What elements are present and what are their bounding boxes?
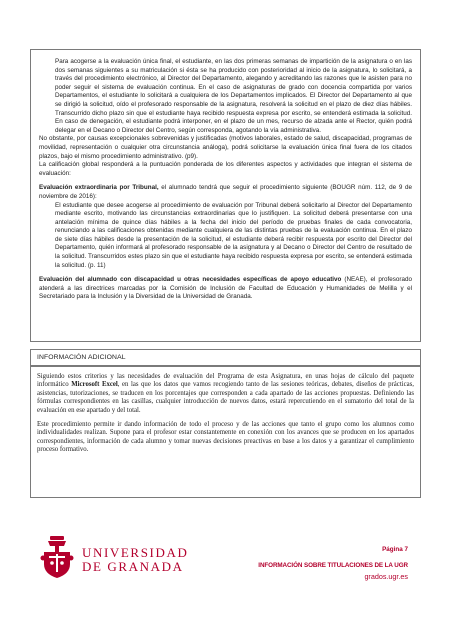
tribunal-evaluation-paragraph <box>39 184 412 201</box>
excel-procedure-paragraph <box>37 373 414 415</box>
university-name-line2: DE GRANADA <box>82 559 184 574</box>
additional-info-header <box>30 349 421 366</box>
global-grade-paragraph: La calificación global responderá a la puntuación ponderada de los diferentes aspectos y actividades que integran el sistema de evaluación: <box>39 161 412 177</box>
degrees-website: grados.ugr.es <box>364 572 408 581</box>
university-logo <box>40 536 230 584</box>
tribunal-evaluation-heading: Evaluación extraordinaria por Tribunal, <box>39 184 159 192</box>
additional-info-section <box>30 366 421 498</box>
page-number: Página 7 <box>382 546 408 553</box>
university-crest-icon <box>40 536 74 580</box>
excel-procedure-text-a: Siguiendo estos criterios y las necesidades de evaluación del Programa de esta Asignatura, en unas hojas de cálculo del paquete informático <box>37 373 414 389</box>
neae-heading: Evaluación del alumnado con discapacidad u otras necesidades específicas de apoyo educativo <box>39 276 342 284</box>
evaluation-section <box>30 49 421 342</box>
exceptional-causes-paragraph: No obstante, por causas excepcionales sobrevenidas y justificadas (motivos laborales, estado de salud, discapacidad, programas de movilidad, representación o cualquier otra circunstancia análoga), podrá solicitarse la evaluación única final fuera de los citados plazos, bajo el mismo procedimiento administrativo. (p9). <box>39 135 412 160</box>
neae-paragraph <box>39 276 412 302</box>
university-name-line1: UNIVERSIDAD <box>82 545 189 560</box>
degrees-info-title: INFORMACIÓN SOBRE TITULACIONES DE LA UGR <box>258 562 408 569</box>
tribunal-evaluation-intro: el alumnado tendrá que seguir el procedimiento siguiente (BOUGR núm. 112, de 9 de noviembre de 2016): <box>39 184 412 200</box>
single-final-evaluation-paragraph: Para acogerse a la evaluación única final, el estudiante, en las dos primeras semanas de impartición de la asignatura o en las dos semanas siguientes a su matriculación si ésta se ha producido con posterioridad al inicio de la asignatura, lo solicitará, a través del procedimiento electrónico, al Director del Departamento, alegando y acreditando las razones que le asisten para no poder seguir el sistema de evaluación continua. En el caso de asignaturas de grado con docencia compartida por varios Departamentos, el estudiante lo solicitará a cualquiera de los Departamentos implicados. El Director del Departamento al que se dirigió la solicitud, oído el profesorado responsable de la asignatura, resolverá la solicitud en el plazo de diez días hábiles. Transcurrido dicho plazo sin que el estudiante haya recibido respuesta expresa por escrito, se entenderá estimada la solicitud. En caso de denegación, el estudiante podrá interponer, en el plazo de un mes, recurso de alzada ante el Rector, quién podrá delegar en el Decano o Director del Centro, según corresponda, agotando la vía administrativa. <box>55 58 412 134</box>
neae-text: (NEAE), el profesorado atenderá a las directrices marcadas por la Comisión de Inclusión de Facultad de Educación y Humanidades de Melilla y el Secretariado para la Inclusión y la Diversidad de la Universidad de Granada. <box>39 276 412 301</box>
procedure-benefits-paragraph: Este procedimiento permite ir dando información de todo el proceso y de las acciones que tanto el grupo como los alumnos como individualidades realizan. Supone para el profesor estar constantemente en conexión con los avances que se producen en los apartados correspondientes, información de cada alumno y tomar nuevas decisiones preactivas en base a los datos y a garantizar el cumplimiento proceso formativo. <box>37 421 414 454</box>
excel-procedure-text-b: , en las que los datos que vamos recogiendo tanto de las sesiones teóricas, debates, diseños de prácticas, asistencias, tutorizaciones, se traducen en los porcentajes que corresponden a cada apartado de las acciones propuestas. Definiendo las fórmulas correspondientes en las casillas, cualquier introducción de nuevos datos, estará repercutiendo en el sumatorio del total de la evaluación en ese apartado y del total. <box>37 381 414 414</box>
excel-name: Microsoft Excel <box>71 381 118 389</box>
additional-info-title: INFORMACIÓN ADICIONAL <box>37 354 126 361</box>
tribunal-procedure-paragraph: El estudiante que desee acogerse al procedimiento de evaluación por Tribunal deberá solicitarlo al Director del Departamento mediante escrito, motivando las circunstancias extraordinarias que lo justifiquen. La solicitud deberá presentarse con una antelación mínima de quince días hábiles a la fecha del inicio del período de pruebas finales de cada convocatoria, renunciando a las calificaciones obtenidas mediante cualquiera de las distintas pruebas de la evaluación continua. En el plazo de siete días hábiles desde la presentación de la solicitud, el estudiante deberá recibir respuesta por escrito del Director del Departamento, quién informará al profesorado responsable de la asignatura y al Decano o Director del Centro de resultado de la solicitud. Transcurridos estes plazo sin que el estudiante haya recibido respuesta expresa por escrito, se entenderá estimada la solicitud. (p. 11) <box>55 201 412 269</box>
university-name <box>82 546 188 574</box>
